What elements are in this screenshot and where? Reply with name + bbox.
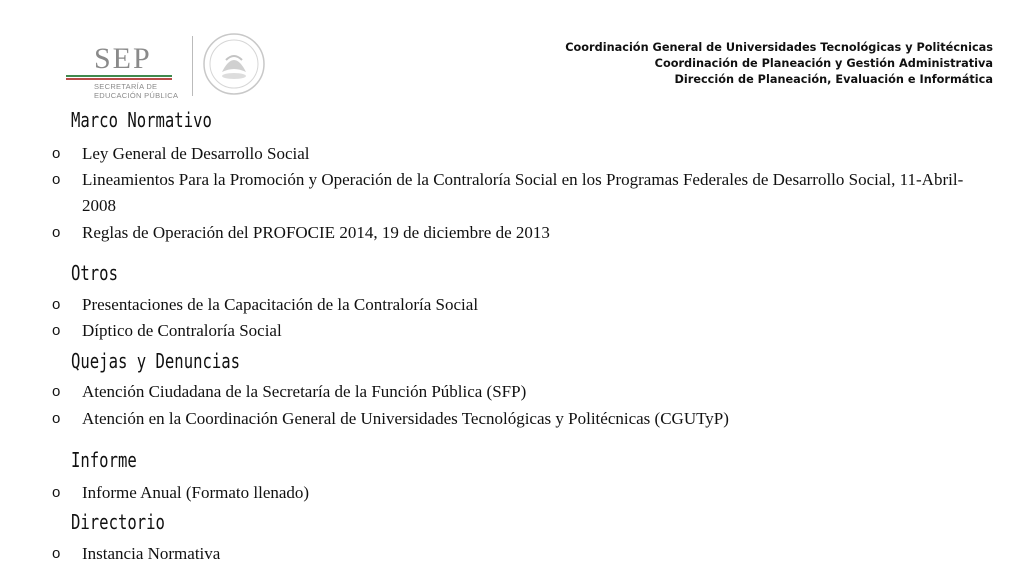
bullet: o bbox=[52, 383, 61, 400]
section-title-quejas-denuncias: Quejas y Denuncias bbox=[71, 349, 241, 373]
bullet: o bbox=[52, 224, 61, 241]
bullet: o bbox=[52, 296, 61, 313]
list-item-label[interactable]: Lineamientos Para la Promoción y Operación de la Contraloría Social en los Programas Federales de Desarrollo Social, 11-Abril-2008 bbox=[82, 170, 964, 215]
bullet: o bbox=[52, 145, 61, 162]
list-item-label[interactable]: Informe Anual (Formato llenado) bbox=[82, 483, 310, 502]
bullet: o bbox=[52, 545, 61, 562]
logo-word: SEP bbox=[94, 42, 152, 75]
section-title-directorio: Directorio bbox=[71, 510, 165, 534]
header-line-3: Dirección de Planeación, Evaluación e Informática bbox=[674, 73, 993, 86]
section-title-marco-normativo: Marco Normativo bbox=[71, 108, 212, 132]
bullet: o bbox=[52, 410, 61, 427]
bullet: o bbox=[52, 322, 61, 339]
section-title-otros: Otros bbox=[71, 261, 118, 285]
list-item-label[interactable]: Instancia Normativa bbox=[82, 544, 221, 563]
list-item-label[interactable]: Atención en la Coordinación General de Universidades Tecnológicas y Politécnicas (CGUTyP) bbox=[82, 409, 729, 428]
list-item-label[interactable]: Reglas de Operación del PROFOCIE 2014, 19 de diciembre de 2013 bbox=[82, 223, 550, 242]
list-item-label[interactable]: Atención Ciudadana de la Secretaría de la Función Pública (SFP) bbox=[82, 382, 527, 401]
header-line-1: Coordinación General de Universidades Tecnológicas y Politécnicas bbox=[565, 41, 993, 54]
list-item-label[interactable]: Presentaciones de la Capacitación de la Contraloría Social bbox=[82, 295, 479, 314]
list-item-label[interactable]: Ley General de Desarrollo Social bbox=[82, 144, 310, 163]
list-item-label[interactable]: Díptico de Contraloría Social bbox=[82, 321, 282, 340]
logo-subtitle-line2: EDUCACIÓN PÚBLICA bbox=[94, 91, 179, 100]
logo-subtitle-line1: SECRETARÍA DE bbox=[94, 82, 158, 91]
section-title-informe: Informe bbox=[71, 448, 137, 472]
header-line-2: Coordinación de Planeación y Gestión Administrativa bbox=[654, 57, 993, 70]
bullet: o bbox=[52, 171, 61, 188]
bullet: o bbox=[52, 484, 61, 501]
